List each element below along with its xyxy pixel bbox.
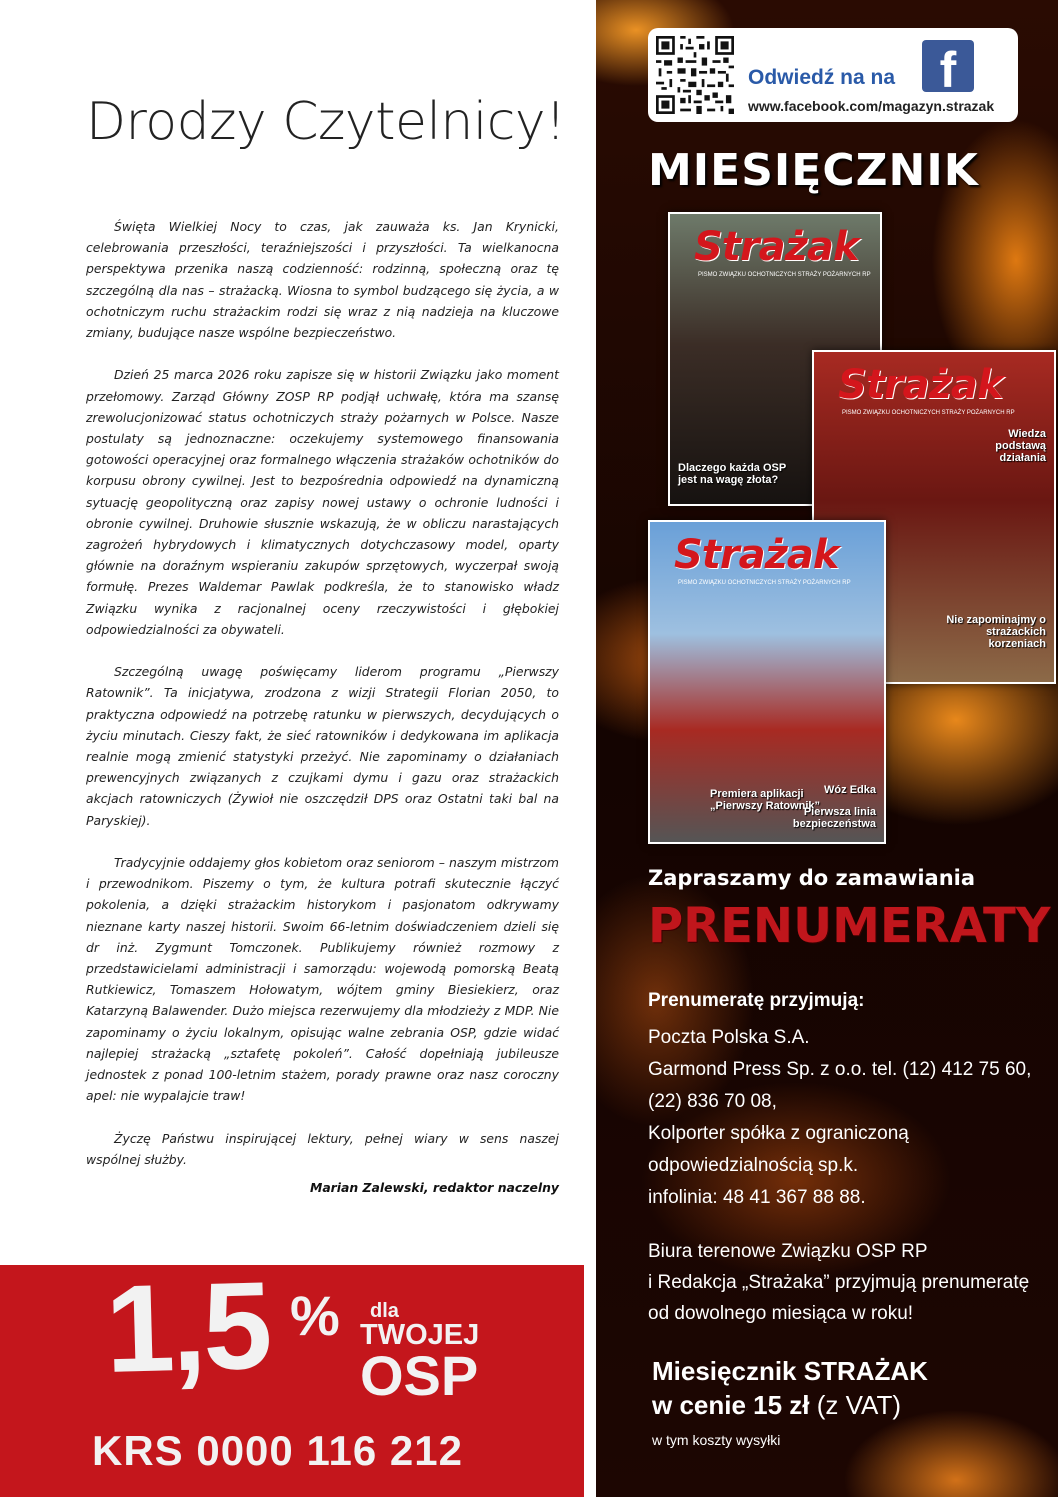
tax-twojej-label: TWOJEJ	[360, 1319, 480, 1351]
invite-heading: Zapraszamy do zamawiania	[648, 866, 976, 890]
cover-logo: Strażak	[838, 362, 1003, 408]
provider-line: Kolporter spółka z ograniczoną	[648, 1123, 909, 1144]
facebook-box[interactable]	[648, 28, 1018, 122]
offices-note	[648, 1236, 1048, 1329]
facebook-icon[interactable]: f	[922, 40, 974, 92]
tax-osp-label: OSP	[360, 1344, 479, 1407]
cover-headline: Premiera aplikacji „Pierwszy Ratownik”	[710, 788, 821, 812]
provider-line: Poczta Polska S.A.	[648, 1027, 810, 1048]
cover-subtitle: PISMO ZWIĄZKU OCHOTNICZYCH STRAŻY POŻARNYCH RP	[678, 580, 851, 586]
cover-subtitle: PISMO ZWIĄZKU OCHOTNICZYCH STRAŻY POŻARNYCH RP	[842, 410, 1015, 416]
editorial-paragraph: Święta Wielkiej Nocy to czas, jak zauważa ks. Jan Krynicki, celebrowania przeszłości, teraźniejszości i przyszłości. Ta wielkanocna perspektywa przenika naszą codzienność: rodzinną, społeczną oraz tę szczególną dla nas – strażacką. Wiosna to symbol budzącego się życia, a w ochotniczym ruchu strażackim rodzi się wraz z nią nadzieja na kluczowe zmiany, budujące nasze wspólne bezpieczeństwo.	[86, 219, 559, 341]
tax-percent-amount: 1,5	[103, 1256, 271, 1399]
tax-krs-number: KRS 0000 116 212	[92, 1427, 463, 1474]
cover-headline: Pierwsza linia bezpieczeństwa	[792, 806, 876, 830]
provider-line: odpowiedzialnością sp.k.	[648, 1155, 859, 1176]
cover-headline: Wiedza podstawą działania	[995, 428, 1046, 464]
cover-headline: Dlaczego każda OSP jest na wagę złota?	[678, 462, 787, 486]
editorial-paragraph: Tradycyjnie oddajemy głos kobietom oraz seniorom – naszym mistrzom i przewodnikom. Piszemy o tym, że kultura potrafi skutecznie łączyć pokolenia, a dzięki strażackim historykom i pasjonatom odkrywamy nieznane karty naszej historii. Swoim 66-letnim doświadczeniem dzieli się dr inż. Zygmunt Tomczonek. Publikujemy również rozmowy z przedstawicielami administracji i samorządu: wojewodą pomorską Beatą Rutkiewicz, Tomaszem Hołowatym, wójtem gminy Biesiekierz, oraz Katarzyną Balawender. Dużo miejsca rezerwujemy dla młodzieży z MDP. Nie zapominamy o życiu lokalnym, opisując walne zebrania OSP, gdzie widać najlepiej strażacką „sztafetę pokoleń”. Całość dopełniają jubileusze jednostek z ponad 100-letnim stażem, porady prawne oraz nasz coroczny apel: nie wypalajcie traw!	[86, 855, 559, 1104]
cover-headline: Wóz Edka	[824, 784, 876, 796]
cover-headline: Nie zapominajmy o strażackich korzeniach	[946, 614, 1046, 650]
price-amount	[652, 1390, 901, 1421]
promo-column	[596, 0, 1058, 1497]
price-title: Miesięcznik STRAŻAK	[652, 1356, 928, 1386]
providers-list	[648, 1022, 1048, 1214]
price-value: w cenie 15 zł	[652, 1390, 810, 1420]
provider-line: Garmond Press Sp. z o.o. tel. (12) 412 75 60,	[648, 1059, 1032, 1080]
editorial-signature: Marian Zalewski, redaktor naczelny	[309, 1180, 559, 1195]
accepted-by-heading: Prenumeratę przyjmują:	[648, 990, 865, 1011]
magazine-cover	[648, 520, 886, 844]
editorial-paragraph: Życzę Państwu inspirującej lektury, pełnej wiary w sens naszej wspólnej służby.	[86, 1130, 559, 1167]
tax-dla-label: dla	[370, 1300, 399, 1322]
qr-code-icon	[656, 36, 734, 114]
editorial-body	[86, 216, 559, 1191]
offices-line: od dowolnego miesiąca w roku!	[648, 1303, 914, 1324]
price-note: w tym koszty wysyłki	[652, 1432, 781, 1448]
cover-logo: Strażak	[694, 224, 859, 270]
offices-line: i Redakcja „Strażaka” przyjmują prenumeratę	[648, 1272, 1030, 1293]
cover-subtitle: PISMO ZWIĄZKU OCHOTNICZYCH STRAŻY POŻARNYCH RP	[698, 272, 871, 278]
price-vat: (z VAT)	[816, 1390, 902, 1420]
editorial-paragraph: Szczególną uwagę poświęcamy liderom programu „Pierwszy Ratownik”. Ta inicjatywa, zrodzona z wizji Strategii Florian 2050, to praktyczna odpowiedź na potrzebę ratunku w pierwszych, decydujących o życiu minutach. Cieszy fakt, że sieć ratowników i dedykowana im aplikacja realnie mogą zmienić statystyki przeżyć. Nie zapominamy o działaniach prewencyjnych związanych z czujkami dymu i gazu oraz strażackich akcjach ratowniczych (Żywioł nie oszczędził DPS oraz Ostatni taki bal na Paryskiej).	[86, 664, 559, 828]
editorial-paragraph: Dzień 25 marca 2026 roku zapisze się w historii Związku jako moment przełomowy. Zarząd Główny ZOSP RP podjął uchwałę, która ma szansę zrewolucjonizować status ochotniczych straży pożarnych w Polsce. Nasze postulaty są jednoznaczne: oczekujemy systemowego finansowania gotowości operacyjnej oraz formalnego włączenia strażaków ochotników do korpusu obrony cywilnej. Jest to bezpośrednia odpowiedź na dynamiczną sytuację geopolityczną oraz zapisy nowej ustawy o ochronie ludności i obronie cywilnej. Druhowie słusznie wskazują, że w obliczu narastających zagrożeń hybrydowych i klimatycznych dotychczasowy model, oparty głównie na doraźnym wspieraniu zakupów sprzętowych, wyczerpał swoją formułę. Prezes Waldemar Pawlak podkreśla, że to stanowisko władz Związku wynika z racjonalnej oceny rzeczywistości i głębokiej odpowiedzialności za obywateli.	[86, 367, 559, 637]
facebook-url-link[interactable]: www.facebook.com/magazyn.strazak	[748, 98, 995, 114]
tax-percent-sign: %	[290, 1284, 340, 1347]
editorial-title: Drodzy Czytelnicy!	[86, 92, 566, 152]
provider-line: infolinia: 48 41 367 88 88.	[648, 1187, 866, 1208]
subscriptions-heading: PRENUMERATY	[648, 898, 1051, 954]
provider-line: (22) 836 70 08,	[648, 1091, 777, 1112]
offices-line: Biura terenowe Związku OSP RP	[648, 1241, 928, 1262]
monthly-heading: MIESIĘCZNIK	[648, 145, 979, 196]
facebook-visit-label: Odwiedź na na	[748, 66, 896, 89]
cover-logo: Strażak	[674, 532, 839, 578]
